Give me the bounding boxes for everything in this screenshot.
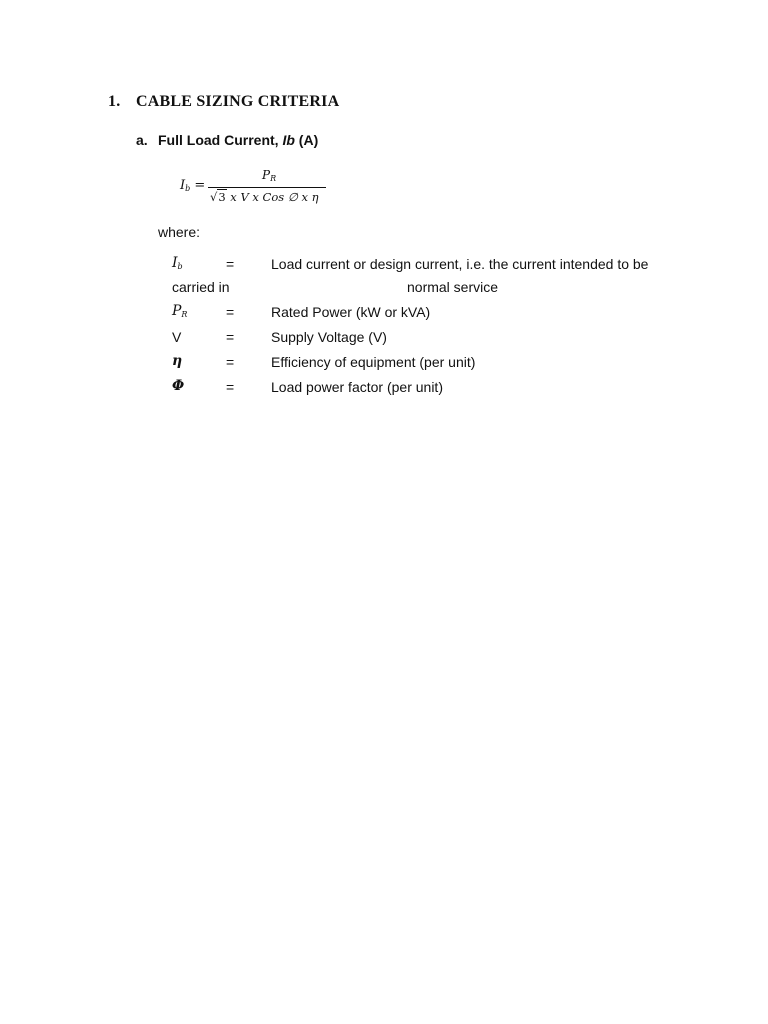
definition-symbol-eta: η [172, 353, 183, 369]
subsection-heading [136, 132, 318, 148]
symbol-subscript: b [177, 262, 183, 271]
definition-equals: = [226, 304, 235, 320]
symbol-subscript: R [181, 310, 188, 319]
formula-equals: = [190, 178, 206, 193]
sqrt-sign: √ [210, 190, 218, 204]
formula-lhs [180, 178, 205, 193]
definition-text: Supply Voltage (V) [271, 329, 387, 345]
formula-lhs-symbol: I [180, 178, 186, 193]
sqrt-argument: 3 [218, 190, 226, 204]
definition-text: Load current or design current, i.e. the current intended to be [271, 256, 649, 272]
definition-equals: = [226, 379, 235, 395]
definition-equals: = [226, 354, 235, 370]
subsection-text-after: (A) [294, 132, 319, 148]
section-heading [108, 93, 339, 111]
definition-symbol-pr [172, 303, 187, 319]
definition-continuation-left: carried in [172, 279, 230, 295]
definition-text: Rated Power (kW or kVA) [271, 304, 431, 320]
section-title: CABLE SIZING CRITERIA [136, 93, 340, 110]
symbol-letter: P [172, 303, 182, 319]
formula-denominator [210, 190, 319, 204]
subsection-letter: a. [136, 132, 148, 148]
symbol-letter: I [172, 255, 178, 271]
definition-text: Efficiency of equipment (per unit) [271, 354, 476, 370]
definition-symbol-ib [172, 255, 183, 271]
definition-text: Load power factor (per unit) [271, 379, 443, 395]
section-number: 1. [108, 93, 121, 110]
formula-numerator [262, 168, 276, 183]
definition-symbol-v: V [172, 329, 182, 345]
numerator-subscript: R [270, 174, 277, 183]
formula-lhs-subscript: b [185, 184, 191, 193]
subsection-symbol: Ib [282, 132, 295, 148]
denominator-rest: x V x Cos ∅ x η [226, 190, 319, 204]
definition-symbol-phi: Φ [172, 378, 185, 394]
definition-equals: = [226, 256, 235, 272]
numerator-symbol: P [262, 168, 271, 182]
definition-equals: = [226, 329, 235, 345]
definition-continuation-right: normal service [407, 279, 499, 295]
fraction-bar [208, 187, 326, 188]
subsection-text-before: Full Load Current, [158, 132, 283, 148]
where-label: where: [158, 224, 201, 240]
